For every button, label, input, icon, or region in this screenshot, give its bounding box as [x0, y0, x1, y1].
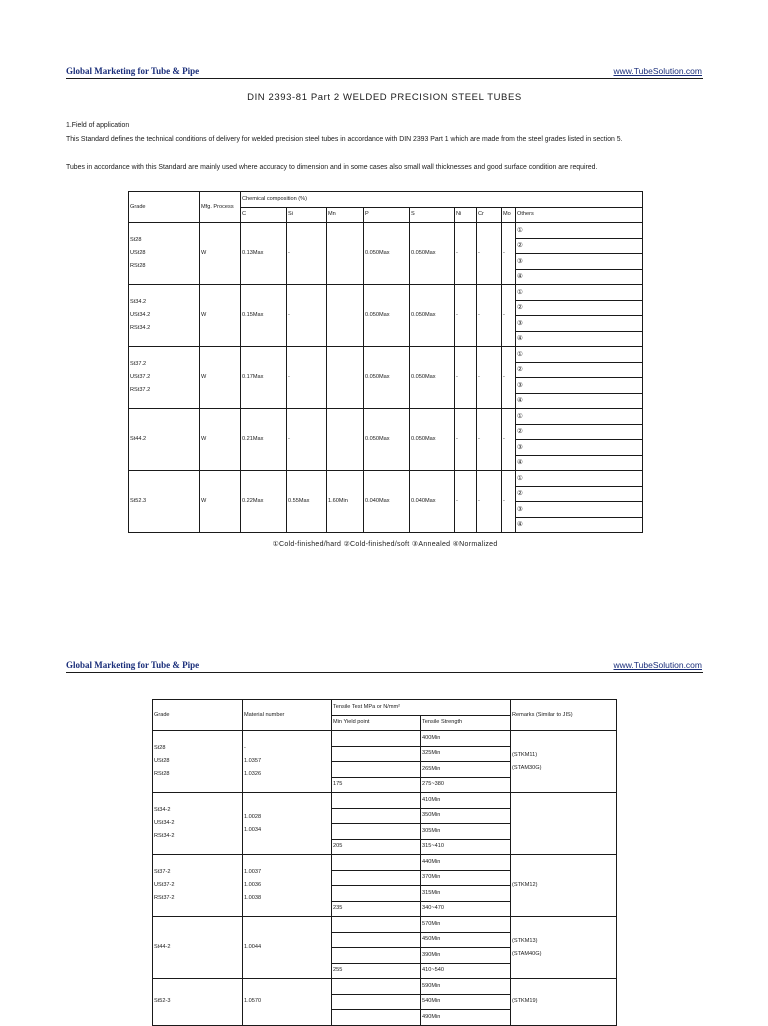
header-mfg-process: Mfg. Process: [200, 192, 241, 223]
material-number: 1.0326: [244, 771, 262, 777]
mn-cell: [327, 347, 364, 409]
header-others: Others: [516, 207, 643, 223]
material-number: 1.0357: [244, 758, 262, 764]
grade-name: St37.2: [130, 361, 147, 367]
mfg-cell: W: [200, 223, 241, 285]
tensile-strength-cell: 400Min: [421, 731, 511, 747]
tensile-strength-cell: 590Min: [421, 979, 511, 995]
yield-point-cell: [332, 731, 421, 747]
c-cell: 0.21Max: [241, 409, 287, 471]
table-row: [153, 917, 617, 933]
paragraph-2: Tubes in accordance with this Standard are mainly used where accuracy to dimension and in some cases also small wall thicknesses and good surface condition are required.: [66, 164, 598, 171]
material-number-cell: [243, 731, 332, 793]
ni-cell: -: [455, 409, 477, 471]
si-cell: -: [287, 223, 327, 285]
remarks-cell: [511, 917, 617, 979]
table-row: [153, 793, 617, 809]
header-cr: Cr: [477, 207, 502, 223]
yield-point-cell: [332, 870, 421, 886]
s-cell: 0.050Max: [410, 285, 455, 347]
grade-name: St44.2: [130, 436, 147, 442]
mfg-cell: W: [200, 471, 241, 533]
grade-cell: [129, 409, 200, 471]
grade-cell: [153, 731, 243, 793]
remark-text: (STAM30G): [512, 764, 542, 771]
yield-point-cell: [332, 824, 421, 840]
yield-point-cell: 235: [332, 901, 421, 917]
grade-cell: [129, 223, 200, 285]
yield-point-cell: [332, 994, 421, 1010]
tensile-strength-cell: 350Min: [421, 808, 511, 824]
material-number-cell: [243, 979, 332, 1026]
grade-name: RSt37-2: [154, 895, 175, 901]
remarks-cell: [511, 731, 617, 793]
others-cell: ①: [516, 471, 643, 487]
others-cell: ③: [516, 378, 643, 394]
yield-point-cell: [332, 746, 421, 762]
tensile-strength-cell: 450Min: [421, 932, 511, 948]
condition-legend: ①Cold-finished/hard ②Cold-finished/soft ③Annealed ④Normalized: [272, 541, 498, 548]
table-row: [129, 223, 643, 239]
others-cell: ④: [516, 269, 643, 285]
table-row: [153, 855, 617, 871]
grade-name: St34.2: [130, 299, 147, 305]
c-cell: 0.15Max: [241, 285, 287, 347]
cr-cell: -: [477, 223, 502, 285]
mn-cell: [327, 285, 364, 347]
grade-name: St44-2: [154, 944, 171, 950]
yield-point-cell: [332, 793, 421, 809]
grade-name: St34-2: [154, 807, 171, 813]
table-row: [129, 471, 643, 487]
remark-text: (STKM12): [512, 882, 538, 888]
remark-text: (STKM19): [512, 998, 538, 1005]
tensile-strength-cell: 370Min: [421, 870, 511, 886]
p-cell: 0.050Max: [364, 347, 410, 409]
header-min-yield-point: Min Yield point: [332, 715, 421, 731]
others-cell: ③: [516, 316, 643, 332]
mn-cell: [327, 223, 364, 285]
table-row: [153, 731, 617, 747]
cr-cell: -: [477, 471, 502, 533]
others-cell: ④: [516, 393, 643, 409]
yield-point-cell: [332, 808, 421, 824]
grade-name: RSt28: [154, 771, 170, 777]
grade-name: St28: [154, 745, 166, 751]
c-cell: 0.22Max: [241, 471, 287, 533]
remark-text: (STAM40G): [512, 950, 542, 957]
grade-name: St52-3: [154, 998, 171, 1005]
mn-cell: 1.60Min: [327, 471, 364, 533]
header-website-link[interactable]: www.TubeSolution.com: [613, 66, 702, 76]
mo-cell: -: [502, 223, 516, 285]
mo-cell: -: [502, 409, 516, 471]
table-row: [129, 285, 643, 301]
header-si: Si: [287, 207, 327, 223]
tensile-strength-cell: 490Min: [421, 1010, 511, 1026]
header-website-link-page2[interactable]: www.TubeSolution.com: [613, 660, 702, 670]
paragraph-1: This Standard defines the technical conditions of delivery for welded precision steel tubes in accordance with DIN 2393 Part 1 which are made from the steel grades listed in section 5.: [66, 136, 623, 143]
yield-point-cell: [332, 762, 421, 778]
tensile-strength-cell: 305Min: [421, 824, 511, 840]
tensile-strength-cell: 315~410: [421, 839, 511, 855]
material-number: 1.0034: [244, 826, 262, 833]
p-cell: 0.050Max: [364, 409, 410, 471]
header-mo: Mo: [502, 207, 516, 223]
p-cell: 0.050Max: [364, 285, 410, 347]
cr-cell: -: [477, 347, 502, 409]
material-number-cell: [243, 793, 332, 855]
yield-point-cell: 175: [332, 777, 421, 793]
others-cell: ②: [516, 300, 643, 316]
yield-point-cell: 205: [332, 839, 421, 855]
material-number: 1.0036: [244, 882, 262, 888]
others-cell: ②: [516, 486, 643, 502]
material-number: -: [244, 745, 246, 751]
tensile-strength-cell: 410~540: [421, 963, 511, 979]
mn-cell: [327, 409, 364, 471]
header-s: S: [410, 207, 455, 223]
tensile-strength-cell: 540Min: [421, 994, 511, 1010]
material-number: 1.0570: [244, 998, 262, 1005]
grade-cell: [129, 347, 200, 409]
yield-point-cell: [332, 979, 421, 995]
chemical-composition-table: [128, 191, 643, 533]
table-row: [153, 979, 617, 995]
c-cell: 0.17Max: [241, 347, 287, 409]
p-cell: 0.050Max: [364, 223, 410, 285]
grade-name: St52.3: [130, 498, 147, 504]
grade-name: St37-2: [154, 869, 171, 875]
grade-name: USt28: [154, 758, 170, 764]
others-cell: ③: [516, 254, 643, 270]
others-cell: ①: [516, 285, 643, 301]
si-cell: 0.55Max: [287, 471, 327, 533]
others-cell: ①: [516, 409, 643, 425]
material-number: 1.0037: [244, 869, 262, 875]
tensile-strength-cell: 570Min: [421, 917, 511, 933]
yield-point-cell: [332, 948, 421, 964]
s-cell: 0.040Max: [410, 471, 455, 533]
header-mn: Mn: [327, 207, 364, 223]
others-cell: ④: [516, 455, 643, 471]
remark-text: (STKM11): [512, 751, 538, 758]
yield-point-cell: [332, 1010, 421, 1026]
others-cell: ③: [516, 440, 643, 456]
s-cell: 0.050Max: [410, 409, 455, 471]
mo-cell: -: [502, 347, 516, 409]
si-cell: -: [287, 409, 327, 471]
mo-cell: -: [502, 471, 516, 533]
grade-cell: [153, 793, 243, 855]
others-cell: ②: [516, 362, 643, 378]
yield-point-cell: [332, 932, 421, 948]
others-cell: ④: [516, 331, 643, 347]
tensile-test-table: [152, 699, 617, 1026]
grade-name: RSt28: [130, 263, 146, 269]
tensile-strength-cell: 440Min: [421, 855, 511, 871]
si-cell: -: [287, 285, 327, 347]
mo-cell: -: [502, 285, 516, 347]
header-grade: Grade: [129, 192, 200, 223]
remarks-cell: [511, 793, 617, 855]
header-tensile-test: Tensile Test MPa or N/mm²: [332, 700, 511, 716]
remark-text: (STKM13): [512, 937, 538, 944]
mfg-cell: W: [200, 285, 241, 347]
p-cell: 0.040Max: [364, 471, 410, 533]
grade-name: RSt34-2: [154, 833, 175, 839]
c-cell: 0.13Max: [241, 223, 287, 285]
grade-cell: [129, 471, 200, 533]
material-number: 1.0038: [244, 895, 262, 901]
table-row: [129, 347, 643, 363]
yield-point-cell: [332, 917, 421, 933]
cr-cell: -: [477, 285, 502, 347]
ni-cell: -: [455, 347, 477, 409]
material-number: 1.0028: [244, 813, 262, 820]
grade-cell: [129, 285, 200, 347]
remarks-cell: [511, 979, 617, 1026]
tensile-strength-cell: 275~380: [421, 777, 511, 793]
material-number-cell: [243, 917, 332, 979]
others-cell: ③: [516, 502, 643, 518]
header-chemical-composition: Chemical composition (%): [241, 192, 643, 208]
ni-cell: -: [455, 223, 477, 285]
grade-name: USt37.2: [130, 374, 151, 380]
header-c: C: [241, 207, 287, 223]
s-cell: 0.050Max: [410, 223, 455, 285]
header-remarks: Remarks (Similar to JIS): [511, 700, 617, 731]
grade-name: USt37-2: [154, 882, 175, 888]
material-number-cell: [243, 855, 332, 917]
header-tensile-strength: Tensile Strength: [421, 715, 511, 731]
yield-point-cell: [332, 855, 421, 871]
section-heading: 1.Field of application: [66, 122, 130, 129]
ni-cell: -: [455, 285, 477, 347]
cr-cell: -: [477, 409, 502, 471]
tensile-strength-cell: 340~470: [421, 901, 511, 917]
grade-cell: [153, 917, 243, 979]
tensile-strength-cell: 325Min: [421, 746, 511, 762]
ni-cell: -: [455, 471, 477, 533]
header-ni: Ni: [455, 207, 477, 223]
header-rule-page2: [66, 672, 703, 673]
others-cell: ①: [516, 347, 643, 363]
si-cell: -: [287, 347, 327, 409]
remarks-cell: [511, 855, 617, 917]
grade-cell: [153, 855, 243, 917]
s-cell: 0.050Max: [410, 347, 455, 409]
header-p: P: [364, 207, 410, 223]
grade-name: St28: [130, 237, 142, 243]
grade-name: USt28: [130, 250, 146, 256]
grade-name: RSt37.2: [130, 387, 151, 393]
grade-name: USt34-2: [154, 820, 175, 826]
header-company: Global Marketing for Tube & Pipe: [66, 66, 200, 76]
material-number: 1.0044: [244, 944, 262, 950]
header-rule: [66, 78, 703, 79]
others-cell: ①: [516, 223, 643, 239]
mfg-cell: W: [200, 409, 241, 471]
header-company-page2: Global Marketing for Tube & Pipe: [66, 660, 200, 670]
others-cell: ②: [516, 238, 643, 254]
tensile-strength-cell: 390Min: [421, 948, 511, 964]
mfg-cell: W: [200, 347, 241, 409]
tensile-strength-cell: 265Min: [421, 762, 511, 778]
others-cell: ④: [516, 517, 643, 533]
others-cell: ②: [516, 424, 643, 440]
yield-point-cell: 255: [332, 963, 421, 979]
header-grade: Grade: [153, 700, 243, 731]
grade-name: USt34.2: [130, 312, 151, 318]
document-title: DIN 2393-81 Part 2 WELDED PRECISION STEEL TUBES: [247, 92, 522, 103]
header-material-number: Material number: [243, 700, 332, 731]
yield-point-cell: [332, 886, 421, 902]
grade-cell: [153, 979, 243, 1026]
tensile-strength-cell: 315Min: [421, 886, 511, 902]
tensile-strength-cell: 410Min: [421, 793, 511, 809]
table-row: [129, 409, 643, 425]
grade-name: RSt34.2: [130, 325, 151, 331]
